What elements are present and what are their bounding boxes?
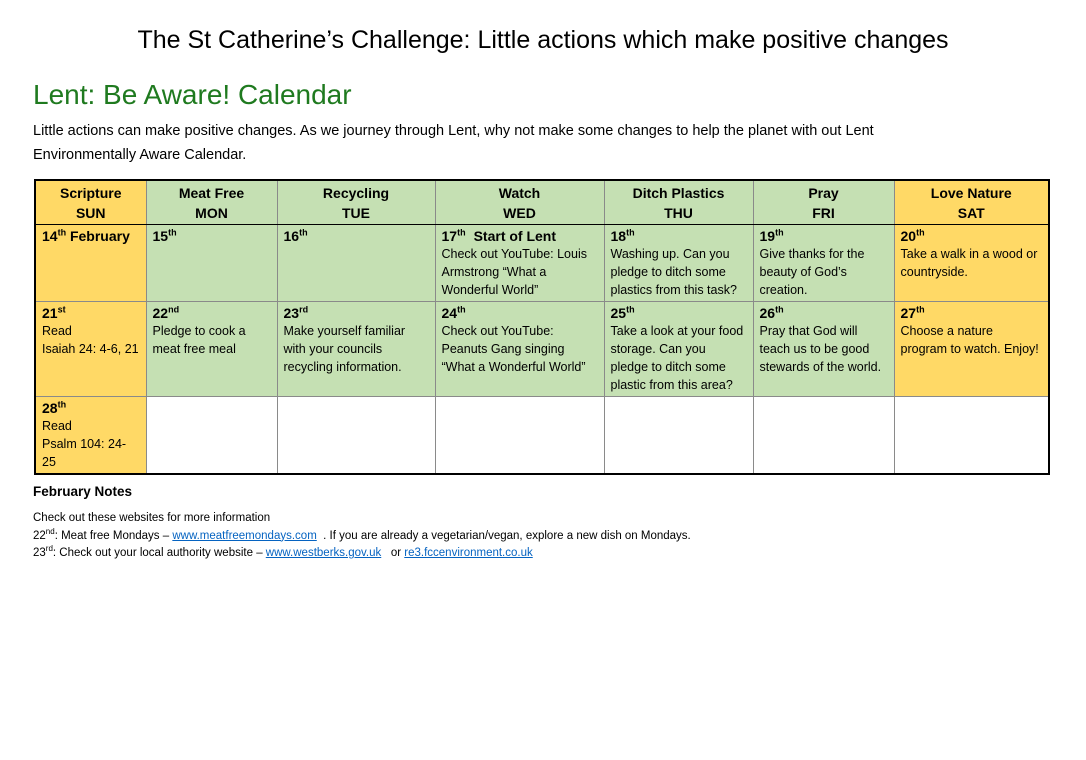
day-cell-17: 17th Start of Lent Check out YouTube: Louis Armstrong “What a Wonderful World” xyxy=(435,225,604,302)
calendar-week-row xyxy=(35,302,1049,397)
day-cell-21: 21st Read Isaiah 24: 4-6, 21 xyxy=(35,302,146,397)
intro-line-1: Little actions can make positive changes. As we journey through Lent, why not make some changes to help the planet with out Lent xyxy=(33,123,874,139)
empty-cell xyxy=(146,397,277,475)
notes-line-22: 22nd: Meat free Mondays – www.meatfreemondays.com . If you are already a vegetarian/vegan, explore a new dish on Mondays. xyxy=(33,526,691,542)
notes-line-intro: Check out these websites for more information xyxy=(33,512,271,524)
day-cell-27: 27th Choose a nature program to watch. Enjoy! xyxy=(894,302,1049,397)
day-cell-24: 24th Check out YouTube: Peanuts Gang singing “What a Wonderful World” xyxy=(435,302,604,397)
notes-section xyxy=(33,510,691,563)
day-cell-19: 19th Give thanks for the beauty of God’s creation. xyxy=(753,225,894,302)
header-wed: Watch WED xyxy=(435,180,604,225)
empty-cell xyxy=(277,397,435,475)
notes-line-23: 23rd: Check out your local authority website – www.westberks.gov.uk or re3.fccenvironment.co.uk xyxy=(33,544,533,559)
notes-title: February Notes xyxy=(33,484,133,499)
empty-cell xyxy=(435,397,604,475)
meatfreemondays-link[interactable]: www.meatfreemondays.com xyxy=(172,529,317,542)
document-title: The St Catherine’s Challenge: Little actions which make positive changes xyxy=(137,26,949,54)
header-fri: Pray FRI xyxy=(753,180,894,225)
calendar-week-row xyxy=(35,397,1049,475)
header-sat: Love Nature SAT xyxy=(894,180,1049,225)
empty-cell xyxy=(894,397,1049,475)
day-cell-25: 25th Take a look at your food storage. Can you pledge to ditch some plastic from this area? xyxy=(604,302,753,397)
calendar-header-row xyxy=(35,180,1049,225)
start-of-lent-label: Start of Lent xyxy=(473,228,557,244)
westberks-link[interactable]: www.westberks.gov.uk xyxy=(265,547,382,559)
day-cell-22: 22nd Pledge to cook a meat free meal xyxy=(146,302,277,397)
header-thu: Ditch Plastics THU xyxy=(604,180,753,225)
header-mon: Meat Free MON xyxy=(146,180,277,225)
day-cell-16: 16th xyxy=(277,225,435,302)
header-sun: Scripture SUN xyxy=(35,180,146,225)
re3-fccenvironment-link[interactable]: re3.fccenvironment.co.uk xyxy=(404,547,533,559)
intro-line-2: Environmentally Aware Calendar. xyxy=(33,147,247,163)
calendar-heading: Lent: Be Aware! Calendar xyxy=(33,79,352,110)
intro-paragraph xyxy=(33,119,1053,167)
empty-cell xyxy=(753,397,894,475)
day-cell-15: 15th xyxy=(146,225,277,302)
empty-cell xyxy=(604,397,753,475)
lent-calendar-table xyxy=(34,179,1050,475)
day-cell-18: 18th Washing up. Can you pledge to ditch some plastics from this task? xyxy=(604,225,753,302)
day-cell-28: 28th Read Psalm 104: 24-25 xyxy=(35,397,146,475)
day-cell-23: 23rd Make yourself familiar with your councils recycling information. xyxy=(277,302,435,397)
day-cell-20: 20th Take a walk in a wood or countryside. xyxy=(894,225,1049,302)
header-tue: Recycling TUE xyxy=(277,180,435,225)
day-cell-26: 26th Pray that God will teach us to be good stewards of the world. xyxy=(753,302,894,397)
day-cell-14: 14th February xyxy=(35,225,146,302)
calendar-week-row xyxy=(35,225,1049,302)
